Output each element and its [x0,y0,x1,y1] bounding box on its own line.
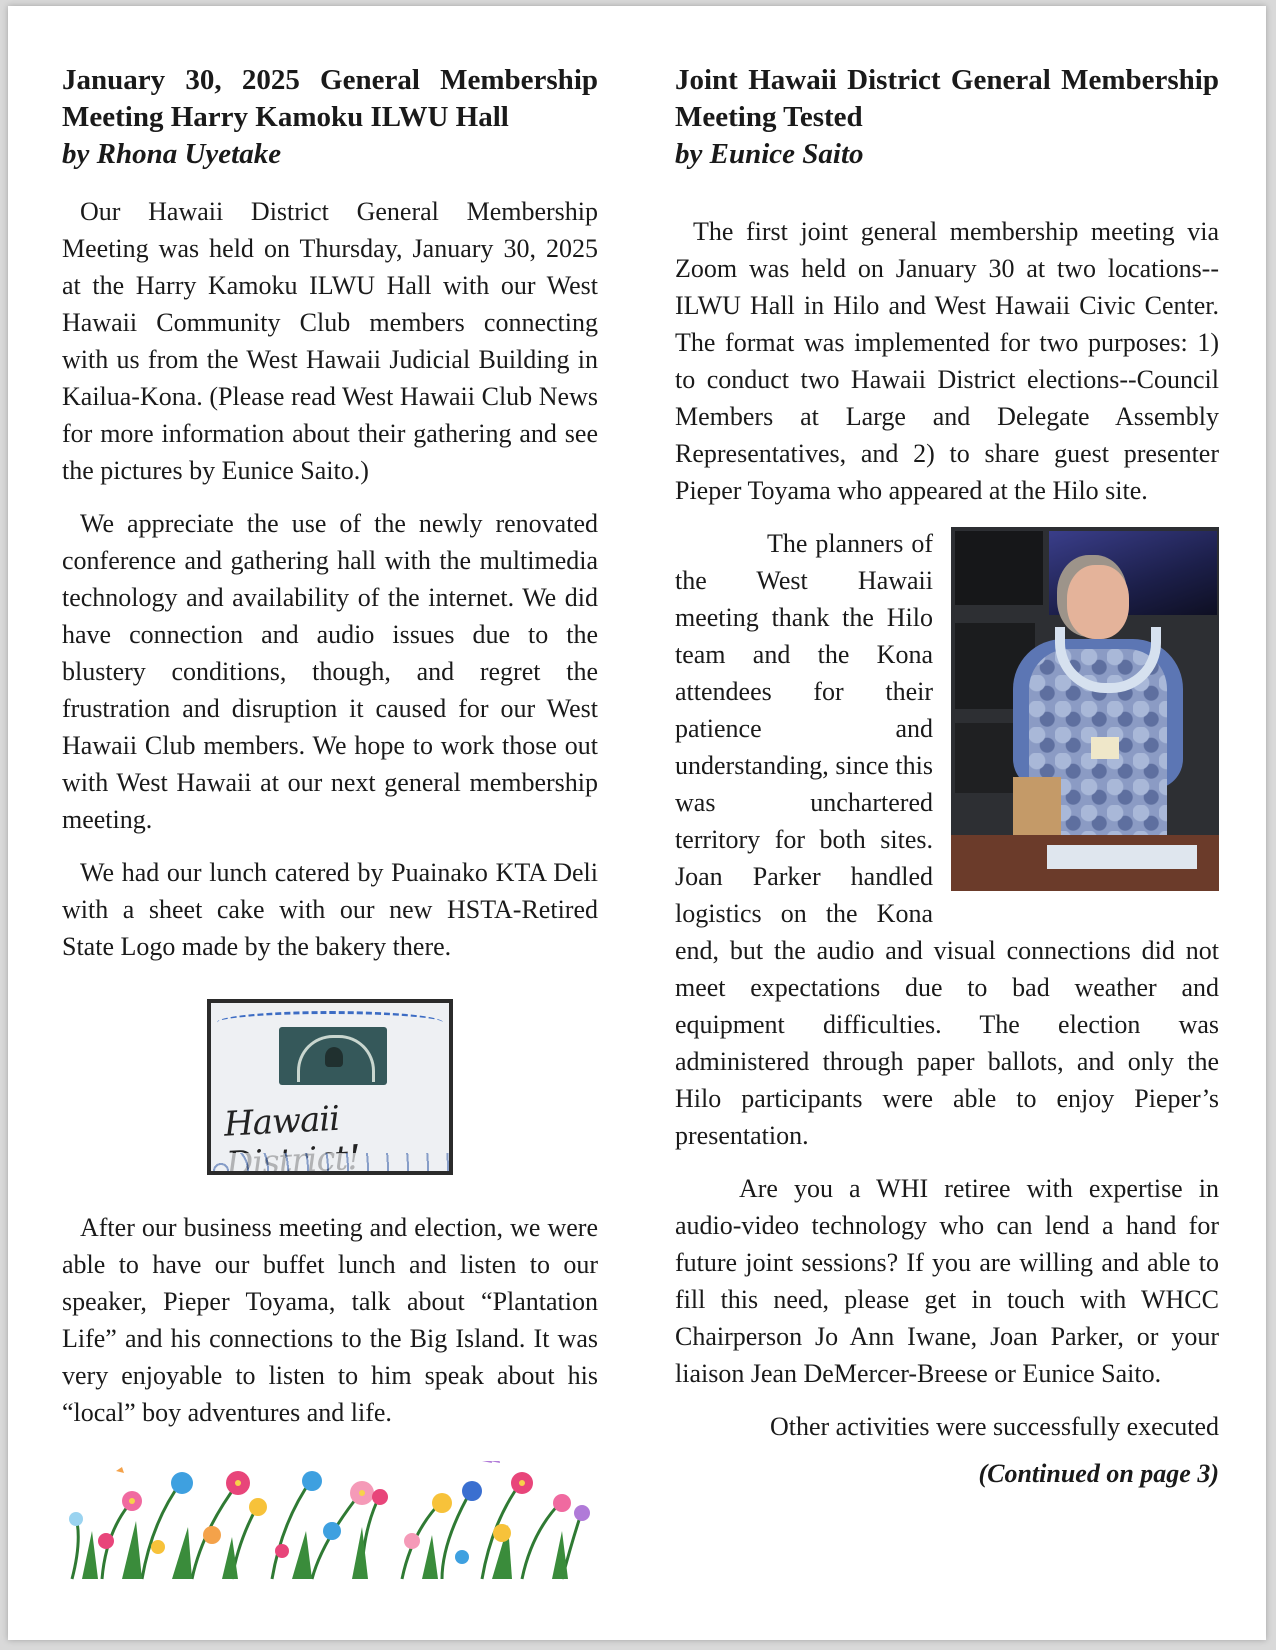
sheet-cake-photo [207,999,453,1175]
newsletter-page [8,6,1266,1640]
right-paragraph-3: Are you a WHI retiree with expertise in audio-video technology who can lend a hand for future joint sessions? If you are willing and able to fill this need, please get in touch with WHCC Chairperson Jo Ann Iwane, Joan Parker, or your liaison Jean DeMercer-Breese or Eunice Saito. [675,1174,1219,1388]
left-paragraph-3: We had our lunch catered by Puainako KTA Deli with a sheet cake with our new HSTA-Retired State Logo made by the bakery there. [62,858,598,961]
presenter-head [1067,565,1129,639]
right-article-byline: by Eunice Saito [675,138,864,170]
right-paragraph-1: The first joint general membership meeting via Zoom was held on January 30 at two locations--ILWU Hall in Hilo and West Hawaii Civic Center. The format was implemented for two purposes: 1) to conduct two Hawaii District elections--Council Members at Large and Delegate Assembly Representatives, and 2) to share guest presenter Pieper Toyama who appeared at the Hilo site. [675,217,1219,505]
name-badge [1091,737,1119,759]
frosting-scallop [211,1153,449,1171]
left-paragraph-4: After our business meeting and election, we were able to have our buffet lunch and listen to our speaker, Pieper Toyama, talk about “Plantation Life” and his connections to the Big Island. It was very enjoyable to listen to him speak about his “local” boy adventures and life. [62,1213,598,1427]
right-paragraph-4: Other activities were successfully executed [769,1412,1219,1441]
right-column [675,62,1219,1492]
left-paragraph-1: Our Hawaii District General Membership Meeting was held on Thursday, January 30, 2025 at the Harry Kamoku ILWU Hall with our West Hawaii Community Club members connecting with us from the West Hawaii Judicial Building in Kailua-Kona. (Please read West Hawaii Club News for more information about their gathering and see the pictures by Eunice Saito.) [62,197,598,485]
left-paragraph-2: We appreciate the use of the newly renovated conference and gathering hall with the multimedia technology and availability of the internet. We did have connection and audio issues due to the blustery conditions, though, and regret the frustration and disruption it caused for our West Hawaii Club members. We hope to work those out with West Hawaii at our next general membership meeting. [62,509,598,834]
right-article-headline: Joint Hawaii District General Membership Meeting Tested [675,64,1219,133]
hsta-retired-logo [279,1027,387,1085]
continued-note: (Continued on page 3) [978,1459,1219,1488]
flower-border-illustration [62,1461,598,1581]
presenter-photo [951,527,1219,891]
right-paragraph-2-block [675,525,1219,1154]
cake-writing: Hawaii [223,1098,341,1145]
left-column [62,62,598,1586]
left-article-headline: January 30, 2025 General Membership Meeting Harry Kamoku ILWU Hall [62,64,598,133]
left-article-byline: by Rhona Uyetake [62,138,282,170]
right-paragraph-2: The planners of the West Hawaii meeting thank the Hilo team and the Kona attendees for their patience and understanding, since this was unchartered territory for both sites. Joan Parker handled logistics on the Kona end, but the audio and visual connections did not meet expectations due to bad weather and equipment difficulties. The election was administered through paper ballots, and only the Hilo participants were able to enjoy Pieper’s presentation. [675,529,1219,1150]
